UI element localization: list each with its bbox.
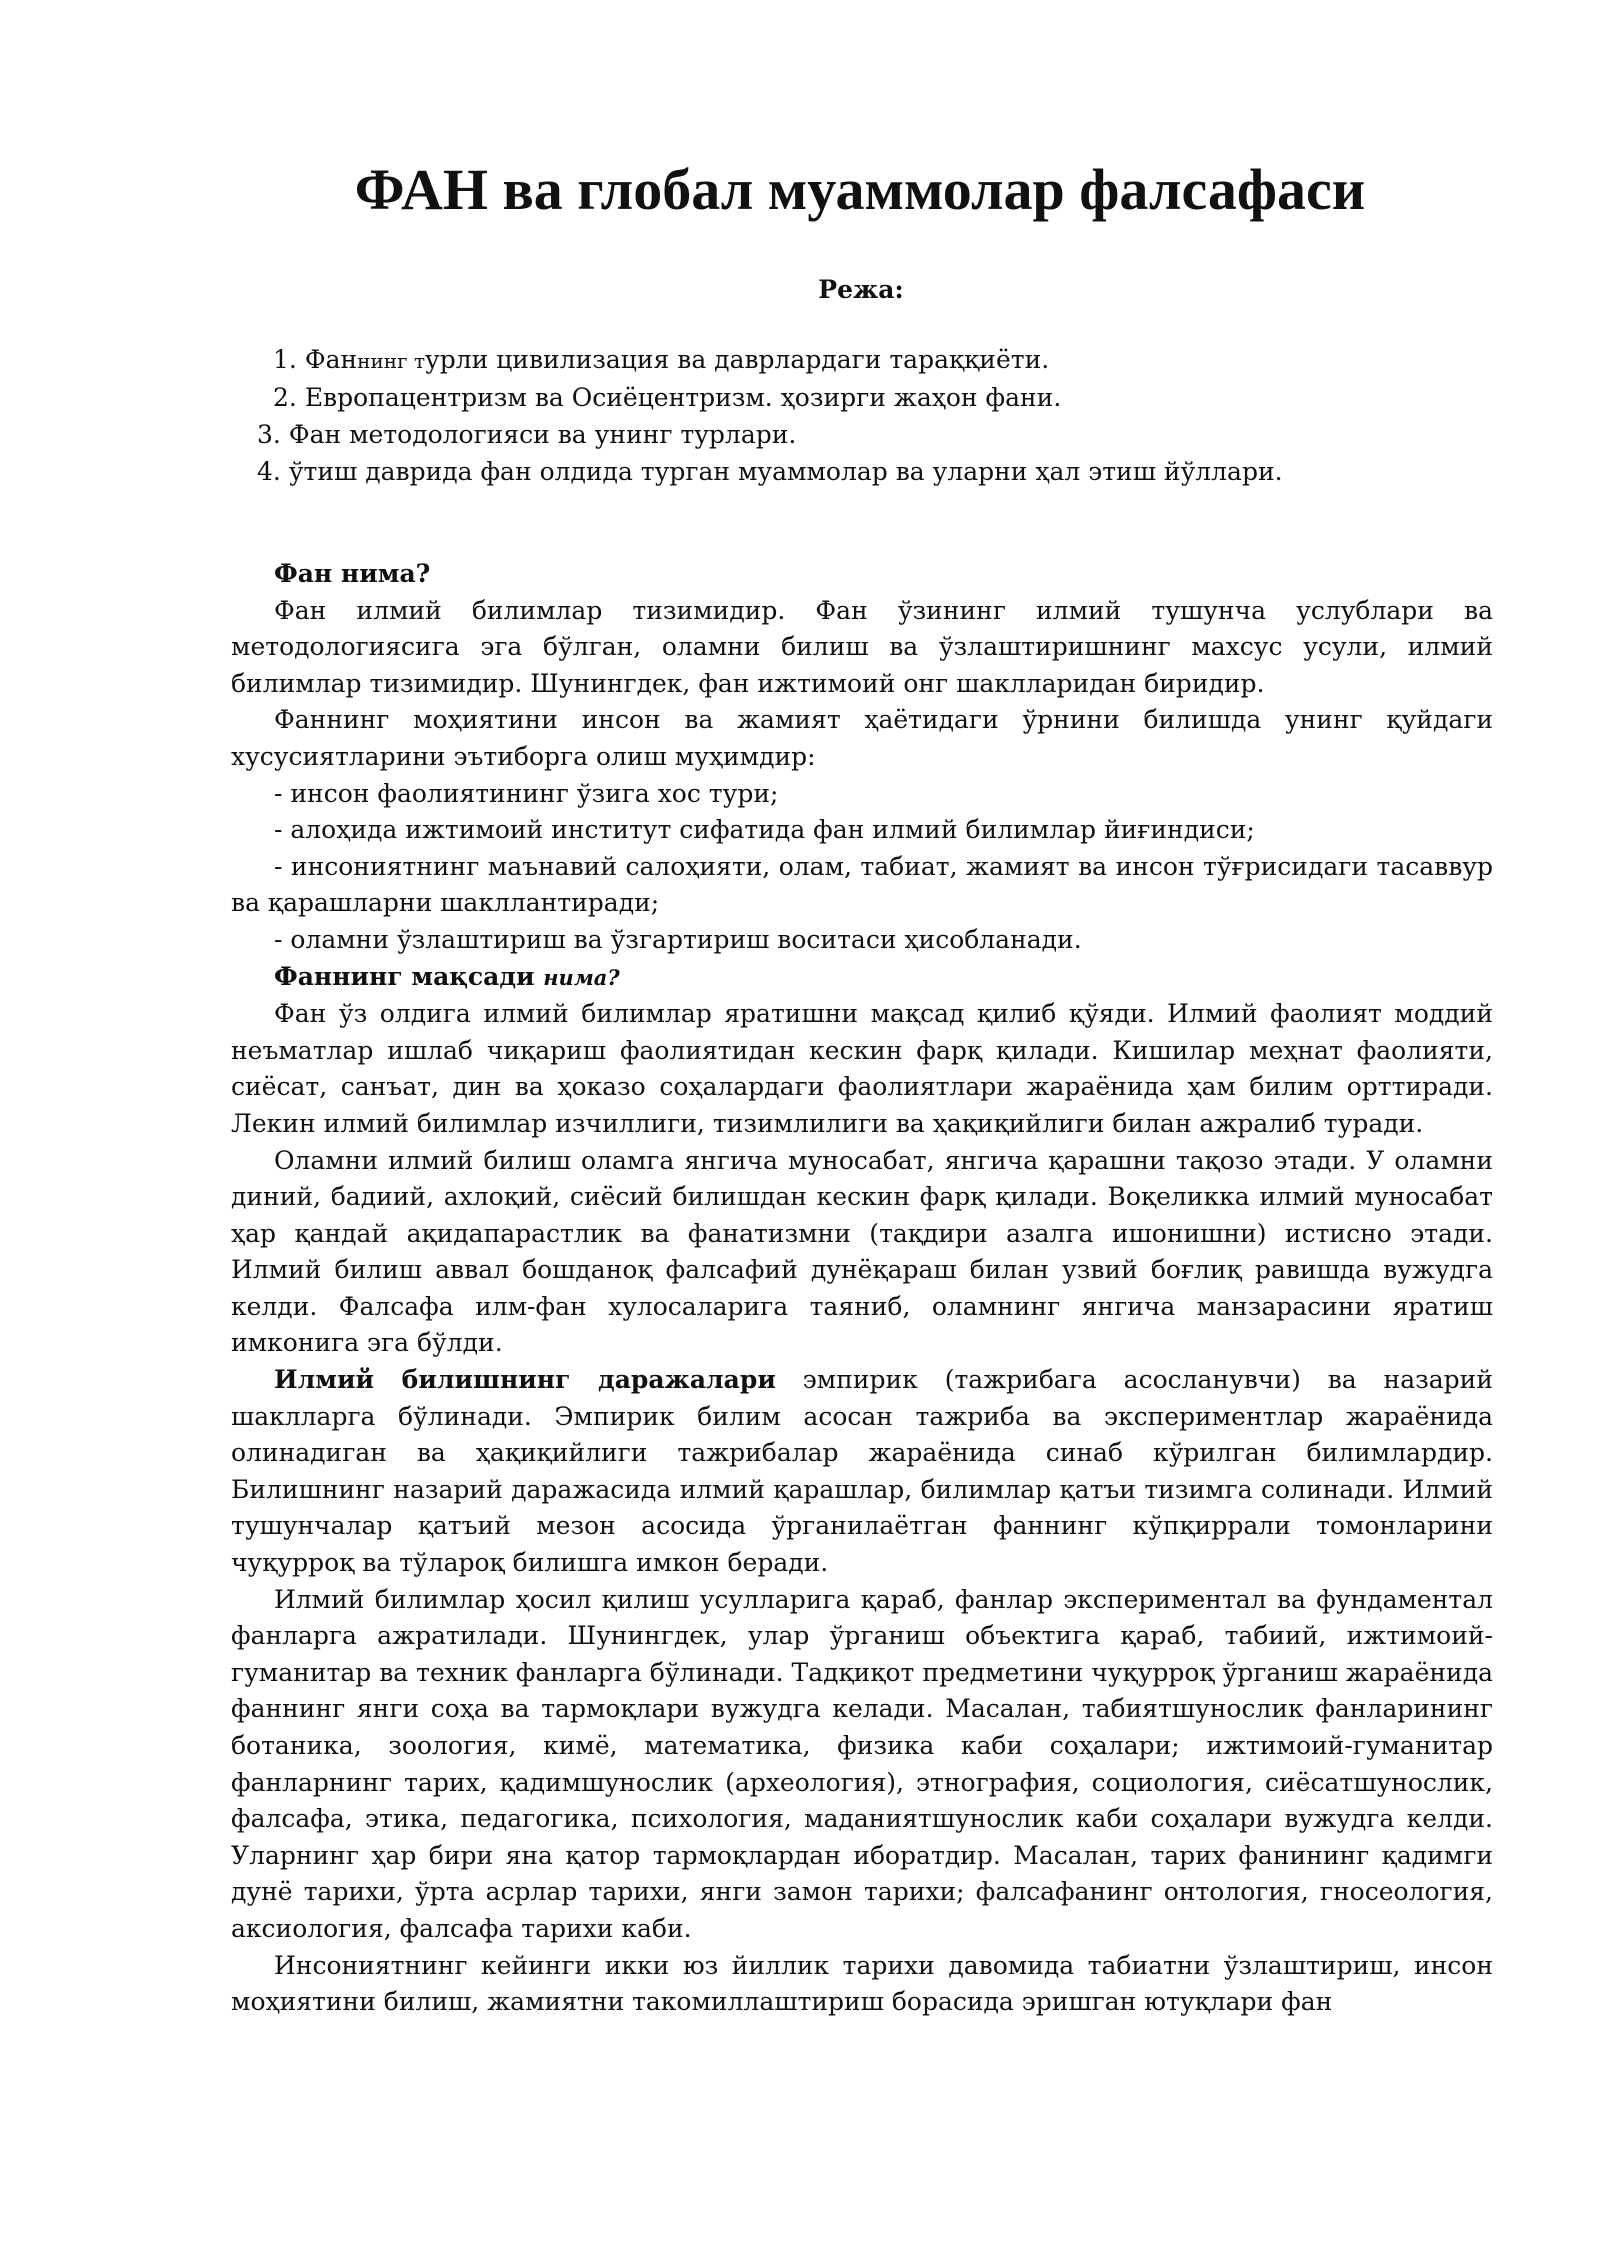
- italic-question: нима?: [543, 964, 620, 990]
- plan-item-number: 3.: [257, 420, 281, 449]
- bullet-item: - оламни ўзлаштириш ва ўзгартириш воситаси ҳисобланади.: [274, 924, 1082, 954]
- bullet-item: - алоҳида ижтимоий институт сифатида фан илмий билимлар йиғиндиси;: [274, 815, 1255, 845]
- document-body: [231, 556, 1493, 2021]
- plan-item-4: [257, 454, 1283, 490]
- bullet-item: - инсониятнинг маънавий салоҳияти, олам, табиат, жамият ва инсон тўғрисидаги тасаввур ва қарашларни шакллантиради;: [231, 851, 1493, 918]
- plan-item-2: [273, 380, 1061, 416]
- plan-item-text: Фаннинг турли цивилизация ва даврлардаги тараққиёти.: [304, 345, 1050, 374]
- paragraph: Илмий билишнинг даражалари эмпирик (тажрибага асосланувчи) ва назарий шаклларга бўлинади. Эмпирик билим асосан тажриба ва экспериментлар жараёнида олинадиган ва ҳақиқийлиги тажрибалар жараёнида синаб кўрилган билимлардир. Билишнинг назарий даражасида илмий қарашлар, билимлар қатъи тизимга солинади. Илмий тушунчалар қатъий мезон асосида ўрганилаётган фаннинг кўпқиррали томонларини чуқурроқ ва тўлароқ билишга имкон беради.: [231, 1365, 1493, 1578]
- paragraph: Илмий билимлар ҳосил қилиш усулларига қараб, фанлар экспериментал ва фундаментал фанларга ажратилади. Шунингдек, улар ўрганиш объектига қараб, табиий, ижтимоий-гуманитар ва техник фанларга бўлинади. Тадқиқот предметини чуқурроқ ўрганиш жараёнида фаннинг янги соҳа ва тармоқлари вужудга келади. Масалан, табиятшунослик фанларининг ботаника, зоология, кимё, математика, физика каби соҳалари; ижтимоий-гуманитар фанларнинг тарих, қадимшунослик (археология), этнография, социология, сиёсатшунослик, фалсафа, этика, педагогика, психология, маданиятшунослик каби соҳалари вужудга келди. Уларнинг ҳар бири яна қатор тармоқлардан иборатдир. Масалан, тарих фанининг қадимги дунё тарихи, ўрта асрлар тарихи, янги замон тарихи; фалсафанинг онтология, гносеология, аксиология, фалсафа тарихи каби.: [231, 1584, 1493, 1943]
- document-title: ФАН ва глобал муаммолар фалсафаси: [354, 157, 1366, 222]
- plan-item-number: 4.: [257, 457, 281, 486]
- paragraph: Инсониятнинг кейинги икки юз йиллик тарихи давомида табиатни ўзлаштириш, инсон моҳиятини билиш, жамиятни такомиллаштириш борасида эришган ютуқлари фан: [231, 1950, 1493, 2017]
- bullet-item: - инсон фаолиятининг ўзига хос тури;: [274, 778, 779, 808]
- plan-heading: Режа:: [818, 275, 904, 304]
- plan-item-number: 2.: [273, 383, 297, 412]
- plan-item-text: Европацентризм ва Осиёцентризм. ҳозирги жаҳон фани.: [304, 383, 1062, 412]
- plan-item-text: Фан методологияси ва унинг турлари.: [288, 420, 797, 449]
- paragraph: Оламни илмий билиш оламга янгича муносабат, янгича қарашни тақозо этади. У оламни диний, бадиий, ахлоқий, сиёсий билишдан кескин фарқ қилади. Воқеликка илмий муносабат ҳар қандай ақидапарастлик ва фанатизмни (тақдири азалга ишонишни) истисно этади. Илмий билиш аввал бошданоқ фалсафий дунёқараш билан узвий боғлиқ равишда вужудга келди. Фалсафа илм-фан хулосаларига таяниб, оламнинг янгича манзарасини яратиш имконига эга бўлди.: [231, 1145, 1493, 1358]
- section-heading-science-goal: Фаннинг мақсади нима?: [274, 961, 620, 991]
- plan-item-text: ўтиш даврида фан олдида турган муаммолар ва уларни ҳал этиш йўллари.: [288, 457, 1283, 486]
- paragraph: Фан илмий билимлар тизимидир. Фан ўзининг илмий тушунча услублари ва методологиясига эга бўлган, оламни билиш ва ўзлаштиришнинг махсус усули, илмий билимлар тизимидир. Шунингдек, фан ижтимоий онг шаклларидан биридир.: [231, 595, 1493, 698]
- bold-term: Илмий билишнинг даражалари: [274, 1365, 776, 1395]
- paragraph: Фан ўз олдига илмий билимлар яратишни мақсад қилиб қўяди. Илмий фаолият моддий неъматлар ишлаб чиқариш фаолиятидан кескин фарқ қилади. Кишилар меҳнат фаолияти, сиёсат, санъат, дин ва ҳоказо соҳалардаги фаолиятлари жараёнида ҳам билим орттиради. Лекин илмий билимлар изчиллиги, тизимлилиги ва ҳақиқийлиги билан ажралиб туради.: [231, 999, 1493, 1138]
- section-heading-what-is-science: Фан нима?: [274, 559, 431, 588]
- plan-item-number: 1.: [273, 345, 297, 374]
- plan-item-1: [273, 342, 1049, 379]
- plan-item-3: [257, 417, 796, 453]
- paragraph: Фаннинг моҳиятини инсон ва жамият ҳаётидаги ўрнини билишда унинг қуйдаги хусусиятларини эътиборга олиш муҳимдир:: [231, 705, 1493, 771]
